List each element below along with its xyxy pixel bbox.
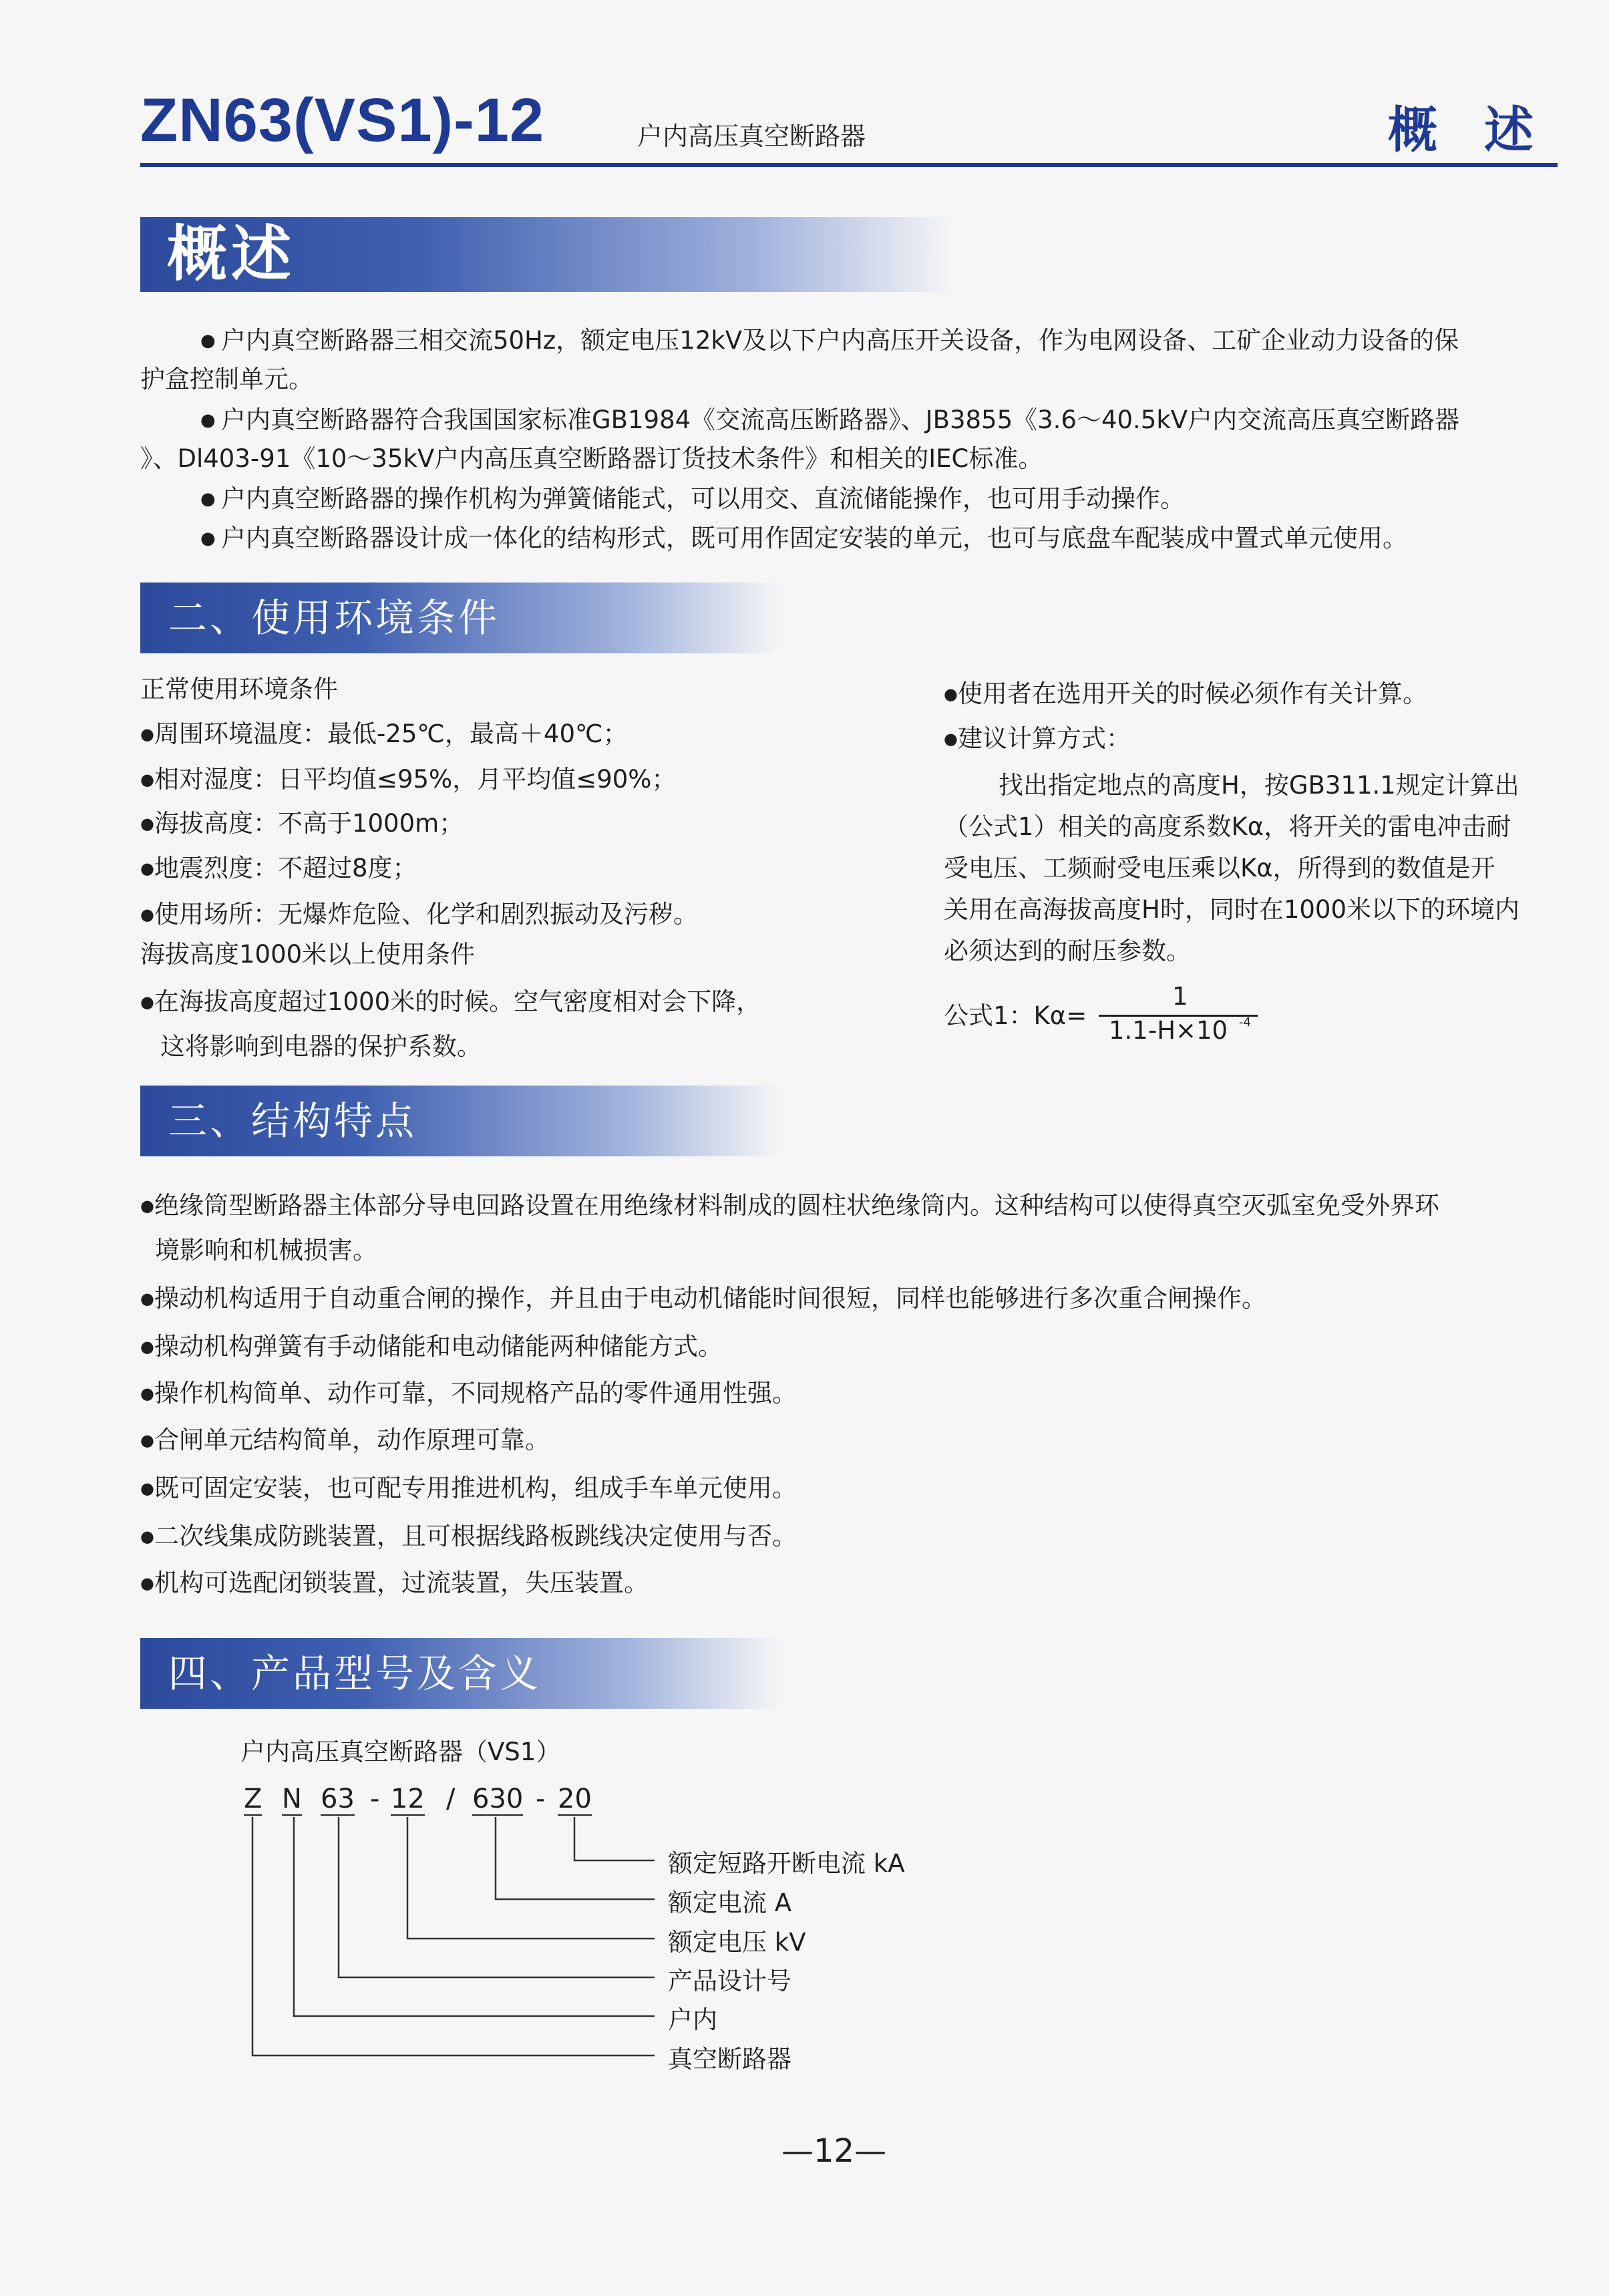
document-title: ZN63(VS1)-12 xyxy=(140,86,545,154)
structure-feature: ● 操作机构简单、动作可靠，不同规格产品的零件通用性强。 xyxy=(140,1374,797,1413)
model-meaning-rated-voltage: 额定电压 kV xyxy=(668,1928,806,1957)
document-subtitle: 户内高压真空断路器 xyxy=(637,122,866,151)
model-code-indoor: N xyxy=(282,1784,302,1814)
structure-feature: ● 操动机构适用于自动重合闸的操作，并且由于电动机储能时间很短，同样也能够进行多次重合闸操作。 xyxy=(140,1279,1266,1318)
formula-denominator: 1.1-H×10 xyxy=(1109,1016,1228,1045)
structure-feature: ● 既可固定安装，也可配专用推进机构，组成手车单元使用。 xyxy=(140,1469,797,1508)
overview-line: 护盒控制单元。 xyxy=(140,365,313,393)
section-heading-model: 四、产品型号及含义 xyxy=(168,1651,542,1696)
calculation-method-title: ● 建议计算方式： xyxy=(944,719,1131,758)
structure-feature: ● 操动机构弹簧有手动储能和电动储能两种储能方式。 xyxy=(140,1327,723,1366)
overview-line: ● 户内真空断路器设计成一体化的结构形式，既可用作固定安装的单元，也可与底盘车配装成中置式单元使用。 xyxy=(200,519,1407,558)
formula-exponent: -4 xyxy=(1239,1015,1251,1029)
header-section-name: 概述 xyxy=(1388,102,1580,159)
model-code-separator: / xyxy=(446,1784,456,1814)
environment-normal-title: 正常使用环境条件 xyxy=(140,675,338,703)
environment-high-altitude-line: 这将影响到电器的保护系数。 xyxy=(160,1032,482,1061)
environment-earthquake: ● 地震烈度：不超过8度； xyxy=(140,849,417,888)
calculation-text: （公式1）相关的高度系数Kα，将开关的雷电冲击耐 xyxy=(944,812,1511,841)
formula-numerator: 1 xyxy=(1172,982,1188,1011)
model-code-separator: - xyxy=(536,1784,546,1814)
model-meaning-rated-current: 额定电流 A xyxy=(668,1889,792,1917)
overview-line: 》、Dl403-91《10～35kV户内高压真空断路器订货技术条件》和相关的IEC标准。 xyxy=(140,444,1043,473)
model-code-current: 630 xyxy=(472,1784,524,1814)
model-code-voltage: 12 xyxy=(391,1784,425,1814)
calculation-note: ● 使用者在选用开关的时候必须作有关计算。 xyxy=(944,675,1427,713)
section-heading-environment: 二、使用环境条件 xyxy=(168,595,500,641)
structure-feature: ● 机构可选配闭锁装置，过流装置，失压装置。 xyxy=(140,1564,649,1603)
calculation-text: 找出指定地点的高度H，按GB311.1规定计算出 xyxy=(999,771,1519,800)
structure-feature: ● 绝缘筒型断路器主体部分导电回路设置在用绝缘材料制成的圆柱状绝缘筒内。这种结构可以使得真空灭弧室免受外界环 xyxy=(140,1186,1439,1225)
environment-temperature: ● 周围环境温度：最低-25℃，最高＋40℃； xyxy=(140,715,628,754)
calculation-text: 必须达到的耐压参数。 xyxy=(944,937,1191,965)
section-heading-structure: 三、结构特点 xyxy=(168,1098,417,1144)
structure-feature-continuation: 境影响和机械损害。 xyxy=(155,1236,377,1265)
environment-high-altitude-title: 海拔高度1000米以上使用条件 xyxy=(140,940,476,969)
structure-feature: ● 二次线集成防跳装置，且可根据线路板跳线决定使用与否。 xyxy=(140,1517,797,1556)
environment-humidity: ● 相对湿度：日平均值≤95%，月平均值≤90%； xyxy=(140,760,676,799)
page-number: —12— xyxy=(781,2132,887,2170)
section-heading-overview: 概述 xyxy=(167,219,295,289)
environment-high-altitude-line: ● 在海拔高度超过1000米的时候。空气密度相对会下降， xyxy=(140,983,761,1021)
formula-label: 公式1：Kα= xyxy=(944,1001,1087,1030)
model-code-breaking: 20 xyxy=(558,1784,592,1814)
connector-design xyxy=(339,1817,655,1977)
connector-vacuum xyxy=(252,1817,655,2056)
model-meaning-indoor: 户内 xyxy=(668,2005,717,2034)
model-meaning-breaking-current: 额定短路开断电流 kA xyxy=(668,1849,905,1878)
overview-line: ● 户内真空断路器的操作机构为弹簧储能式，可以用交、直流储能操作，也可用手动操作。 xyxy=(200,480,1185,518)
model-code-design: 63 xyxy=(321,1784,355,1814)
model-code-vacuum: Z xyxy=(244,1784,262,1814)
overview-line: ● 户内真空断路器符合我国国家标准GB1984《交流高压断路器》、JB3855《3.6～40.5kV户内交流高压真空断路器 xyxy=(200,401,1459,440)
environment-site: ● 使用场所：无爆炸危险、化学和剧烈振动及污秽。 xyxy=(140,895,698,934)
connector-indoor xyxy=(294,1817,655,2016)
model-meaning-design-number: 产品设计号 xyxy=(668,1967,791,1995)
model-meaning-vacuum-breaker: 真空断路器 xyxy=(668,2045,791,2074)
connector-breaking xyxy=(574,1817,655,1860)
model-code-separator: - xyxy=(370,1784,380,1814)
structure-feature: ● 合闸单元结构简单，动作原理可靠。 xyxy=(140,1421,550,1460)
calculation-text: 关用在高海拔高度H时，同时在1000米以下的环境内 xyxy=(944,895,1519,924)
connector-voltage xyxy=(407,1817,655,1939)
environment-altitude: ● 海拔高度：不高于1000m； xyxy=(140,804,464,843)
overview-line: ● 户内真空断路器三相交流50Hz，额定电压12kV及以下户内高压开关设备，作为电网设备、工矿企业动力设备的保 xyxy=(200,321,1459,360)
calculation-text: 受电压、工频耐受电压乘以Kα，所得到的数值是开 xyxy=(944,854,1495,882)
model-title: 户内高压真空断路器（VS1） xyxy=(240,1738,561,1766)
